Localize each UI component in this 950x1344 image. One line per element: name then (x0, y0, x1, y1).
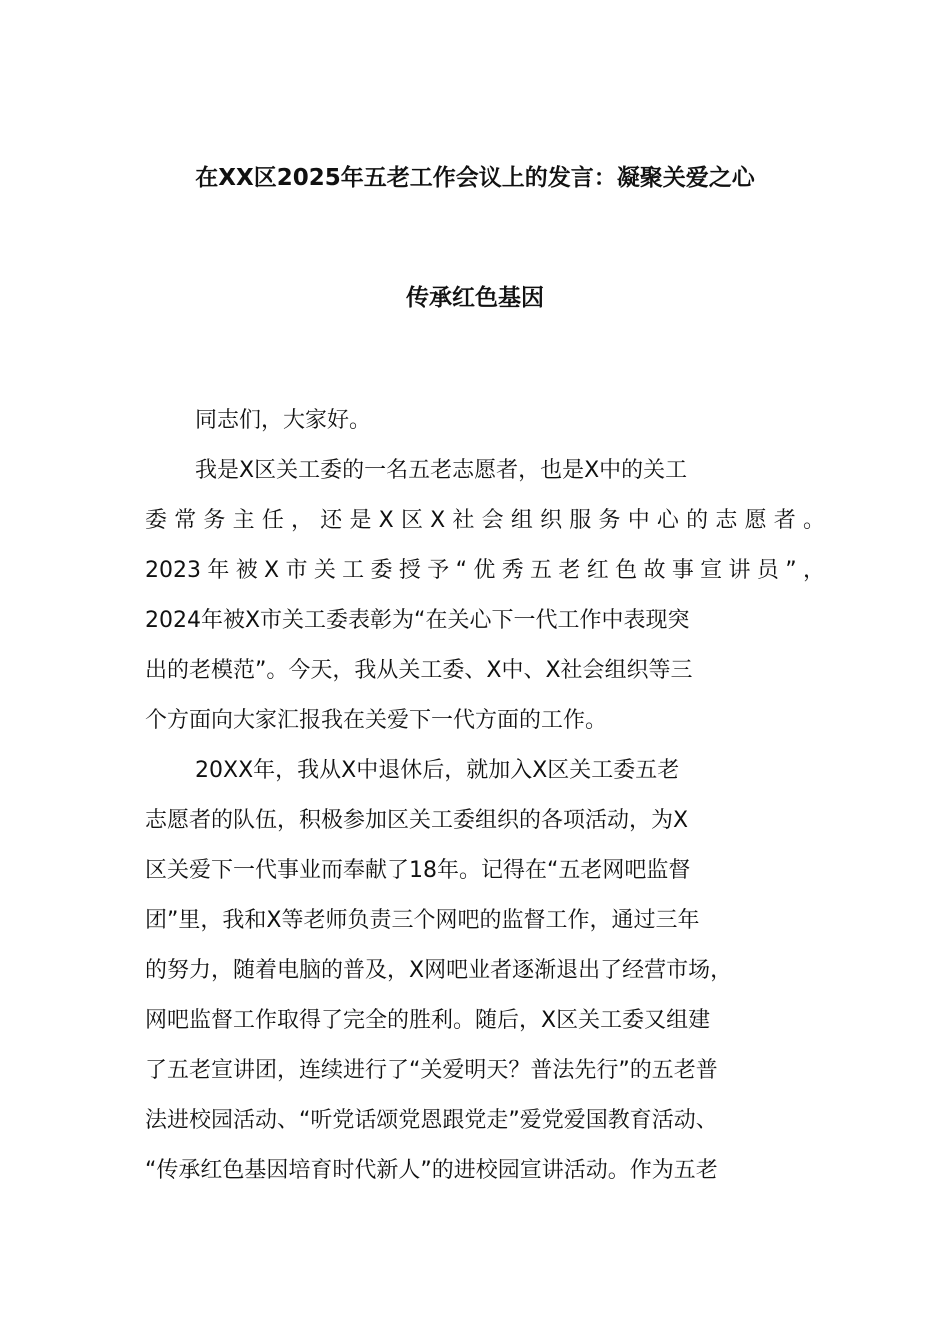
text-line: 了五老宣讲团，连续进行了“关爱明天？普法先行”的五老普 (145, 1058, 718, 1083)
text-line: 20XX年，我从X中退休后，就加入X区关工委五老 (195, 758, 680, 783)
text-line: 区关爱下一代事业而奉献了18年。记得在“五老网吧监督 (145, 858, 691, 883)
title-line-1: 在XX区2025年五老工作会议上的发言：凝聚关爱之心 (195, 165, 755, 191)
text-line: 志愿者的队伍，积极参加区关工委组织的各项活动，为X (145, 808, 689, 833)
text-line: 团”里，我和X等老师负责三个网吧的监督工作，通过三年 (145, 908, 700, 933)
text-line: 网吧监督工作取得了完全的胜利。随后，X区关工委又组建 (145, 1008, 711, 1033)
text-line: 的努力，随着电脑的普及，X网吧业者逐渐退出了经营市场， (145, 958, 733, 983)
text-line: 我是X区关工委的一名五老志愿者，也是X中的关工 (195, 458, 688, 483)
text-line: 同志们，大家好。 (195, 408, 372, 433)
text-line: 个方面向大家汇报我在关爱下一代方面的工作。 (145, 708, 608, 733)
text-line: 2023年被X市关工委授予“优秀五老红色故事宣讲员”， (145, 558, 825, 583)
text-line: 委常务主任，还是X区X社会组织服务中心的志愿者。 (145, 508, 825, 533)
text-line: 2024年被X市关工委表彰为“在关心下一代工作中表现突 (145, 608, 690, 633)
text-line: “传承红色基因培育时代新人”的进校园宣讲活动。作为五老 (145, 1158, 718, 1183)
text-line: 法进校园活动、“听党话颂党恩跟党走”爱党爱国教育活动、 (145, 1108, 718, 1133)
body-text (145, 404, 825, 1204)
title-line-2: 传承红色基因 (406, 285, 544, 311)
text-line: 出的老模范”。今天，我从关工委、X中、X社会组织等三 (145, 658, 693, 683)
